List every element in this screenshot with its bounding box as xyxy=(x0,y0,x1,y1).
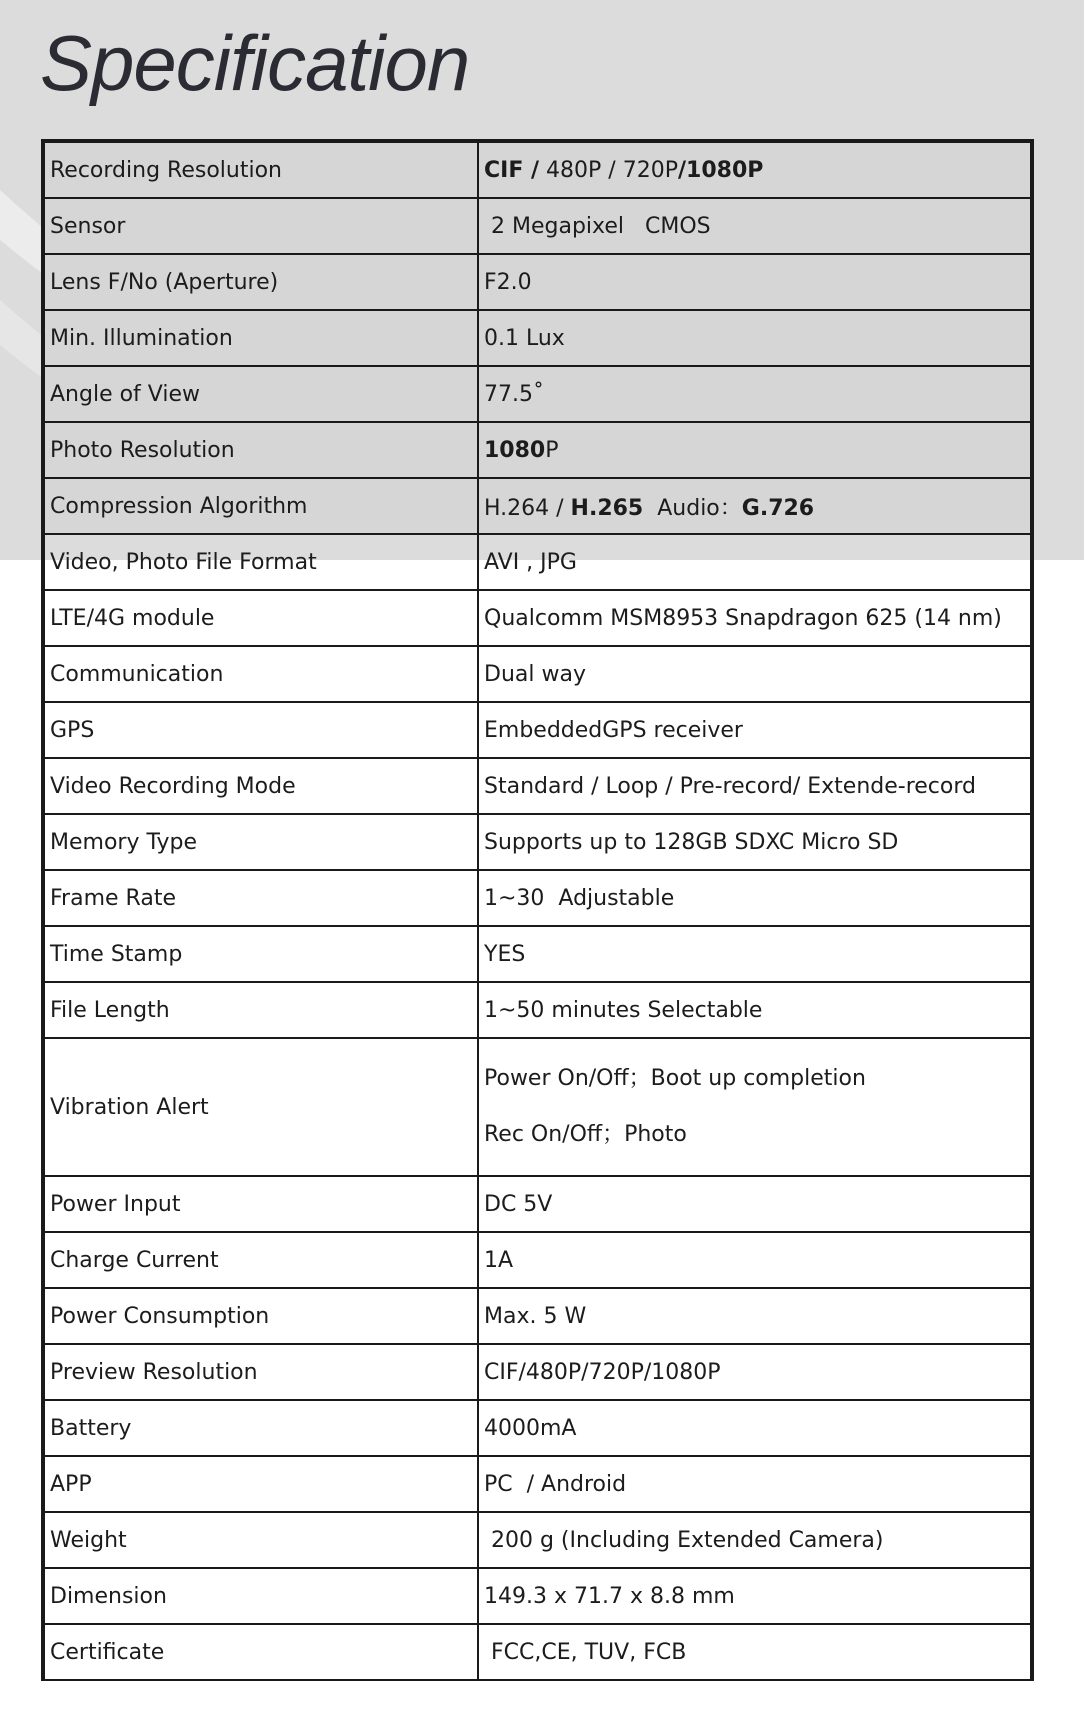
spec-value: 149.3 x 71.7 x 8.8 mm xyxy=(478,1568,1032,1624)
spec-label: APP xyxy=(43,1456,478,1512)
spec-label: Video Recording Mode xyxy=(43,758,478,814)
table-row xyxy=(43,1176,1032,1232)
table-row xyxy=(43,758,1032,814)
spec-value xyxy=(478,422,1032,478)
spec-value: 1~50 minutes Selectable xyxy=(478,982,1032,1038)
spec-value: F2.0 xyxy=(478,254,1032,310)
spec-label: Time Stamp xyxy=(43,926,478,982)
table-row xyxy=(43,814,1032,870)
spec-value: 4000mA xyxy=(478,1400,1032,1456)
spec-label: Power Input xyxy=(43,1176,478,1232)
spec-value: 1A xyxy=(478,1232,1032,1288)
table-row xyxy=(43,366,1032,422)
spec-label: Photo Resolution xyxy=(43,422,478,478)
spec-label: Min. Illumination xyxy=(43,310,478,366)
spec-value-part: H.264 / xyxy=(484,495,571,521)
table-row xyxy=(43,1456,1032,1512)
spec-label: Angle of View xyxy=(43,366,478,422)
table-row xyxy=(43,141,1032,198)
spec-label: File Length xyxy=(43,982,478,1038)
spec-value xyxy=(478,1038,1032,1176)
spec-value: 1~30 Adjustable xyxy=(478,870,1032,926)
spec-value xyxy=(478,141,1032,198)
table-row xyxy=(43,590,1032,646)
spec-value-part: H.265 xyxy=(570,495,644,521)
spec-label: Weight xyxy=(43,1512,478,1568)
table-row xyxy=(43,1038,1032,1176)
spec-value-part: /1080P xyxy=(677,157,764,183)
spec-label: Preview Resolution xyxy=(43,1344,478,1400)
table-row xyxy=(43,870,1032,926)
spec-label: Communication xyxy=(43,646,478,702)
spec-value: Dual way xyxy=(478,646,1032,702)
spec-value: FCC,CE, TUV, FCB xyxy=(478,1624,1032,1680)
spec-label: Frame Rate xyxy=(43,870,478,926)
spec-value: PC / Android xyxy=(478,1456,1032,1512)
spec-value-part: P xyxy=(545,437,559,463)
spec-value: Qualcomm MSM8953 Snapdragon 625 (14 nm) xyxy=(478,590,1032,646)
spec-label: Vibration Alert xyxy=(43,1038,478,1176)
page-title: Specification xyxy=(40,19,470,107)
table-row xyxy=(43,1288,1032,1344)
spec-value-part: Audio： xyxy=(643,495,742,521)
spec-value-part: 480P / 720P xyxy=(539,157,678,183)
spec-label: Charge Current xyxy=(43,1232,478,1288)
spec-label: LTE/4G module xyxy=(43,590,478,646)
spec-value: AVI , JPG xyxy=(478,534,1032,590)
spec-value: CIF/480P/720P/1080P xyxy=(478,1344,1032,1400)
table-row xyxy=(43,310,1032,366)
spec-value: YES xyxy=(478,926,1032,982)
spec-label: Memory Type xyxy=(43,814,478,870)
table-row xyxy=(43,254,1032,310)
spec-label: Lens F/No (Aperture) xyxy=(43,254,478,310)
spec-label: Sensor xyxy=(43,198,478,254)
spec-label: GPS xyxy=(43,702,478,758)
table-row xyxy=(43,982,1032,1038)
spec-value: EmbeddedGPS receiver xyxy=(478,702,1032,758)
table-row xyxy=(43,646,1032,702)
table-row xyxy=(43,1568,1032,1624)
spec-value: 200 g (Including Extended Camera) xyxy=(478,1512,1032,1568)
spec-label: Battery xyxy=(43,1400,478,1456)
spec-label: Compression Algorithm xyxy=(43,478,478,534)
specification-table xyxy=(41,139,1034,1681)
table-row xyxy=(43,1624,1032,1680)
spec-value-line: Power On/Off；Boot up completion xyxy=(484,1066,866,1091)
spec-label: Video, Photo File Format xyxy=(43,534,478,590)
table-row xyxy=(43,1232,1032,1288)
spec-value: 0.1 Lux xyxy=(478,310,1032,366)
spec-label: Certificate xyxy=(43,1624,478,1680)
spec-label: Dimension xyxy=(43,1568,478,1624)
table-row xyxy=(43,1400,1032,1456)
table-row xyxy=(43,478,1032,534)
spec-label: Power Consumption xyxy=(43,1288,478,1344)
table-row xyxy=(43,702,1032,758)
spec-value-part: 1080 xyxy=(484,437,546,463)
spec-value: DC 5V xyxy=(478,1176,1032,1232)
spec-value-line: Rec On/Off；Photo xyxy=(484,1122,687,1147)
spec-label: Recording Resolution xyxy=(43,141,478,198)
table-row xyxy=(43,422,1032,478)
spec-value: Supports up to 128GB SDXC Micro SD xyxy=(478,814,1032,870)
table-row xyxy=(43,534,1032,590)
spec-value-part: G.726 xyxy=(741,495,815,521)
spec-value xyxy=(478,478,1032,534)
table-row xyxy=(43,1344,1032,1400)
table-row xyxy=(43,926,1032,982)
spec-value: Standard / Loop / Pre-record/ Extende-record xyxy=(478,758,1032,814)
spec-value: Max. 5 W xyxy=(478,1288,1032,1344)
table-row xyxy=(43,198,1032,254)
spec-value: 2 Megapixel CMOS xyxy=(478,198,1032,254)
spec-value-part: CIF / xyxy=(484,157,540,183)
spec-value: 77.5˚ xyxy=(478,366,1032,422)
table-row xyxy=(43,1512,1032,1568)
